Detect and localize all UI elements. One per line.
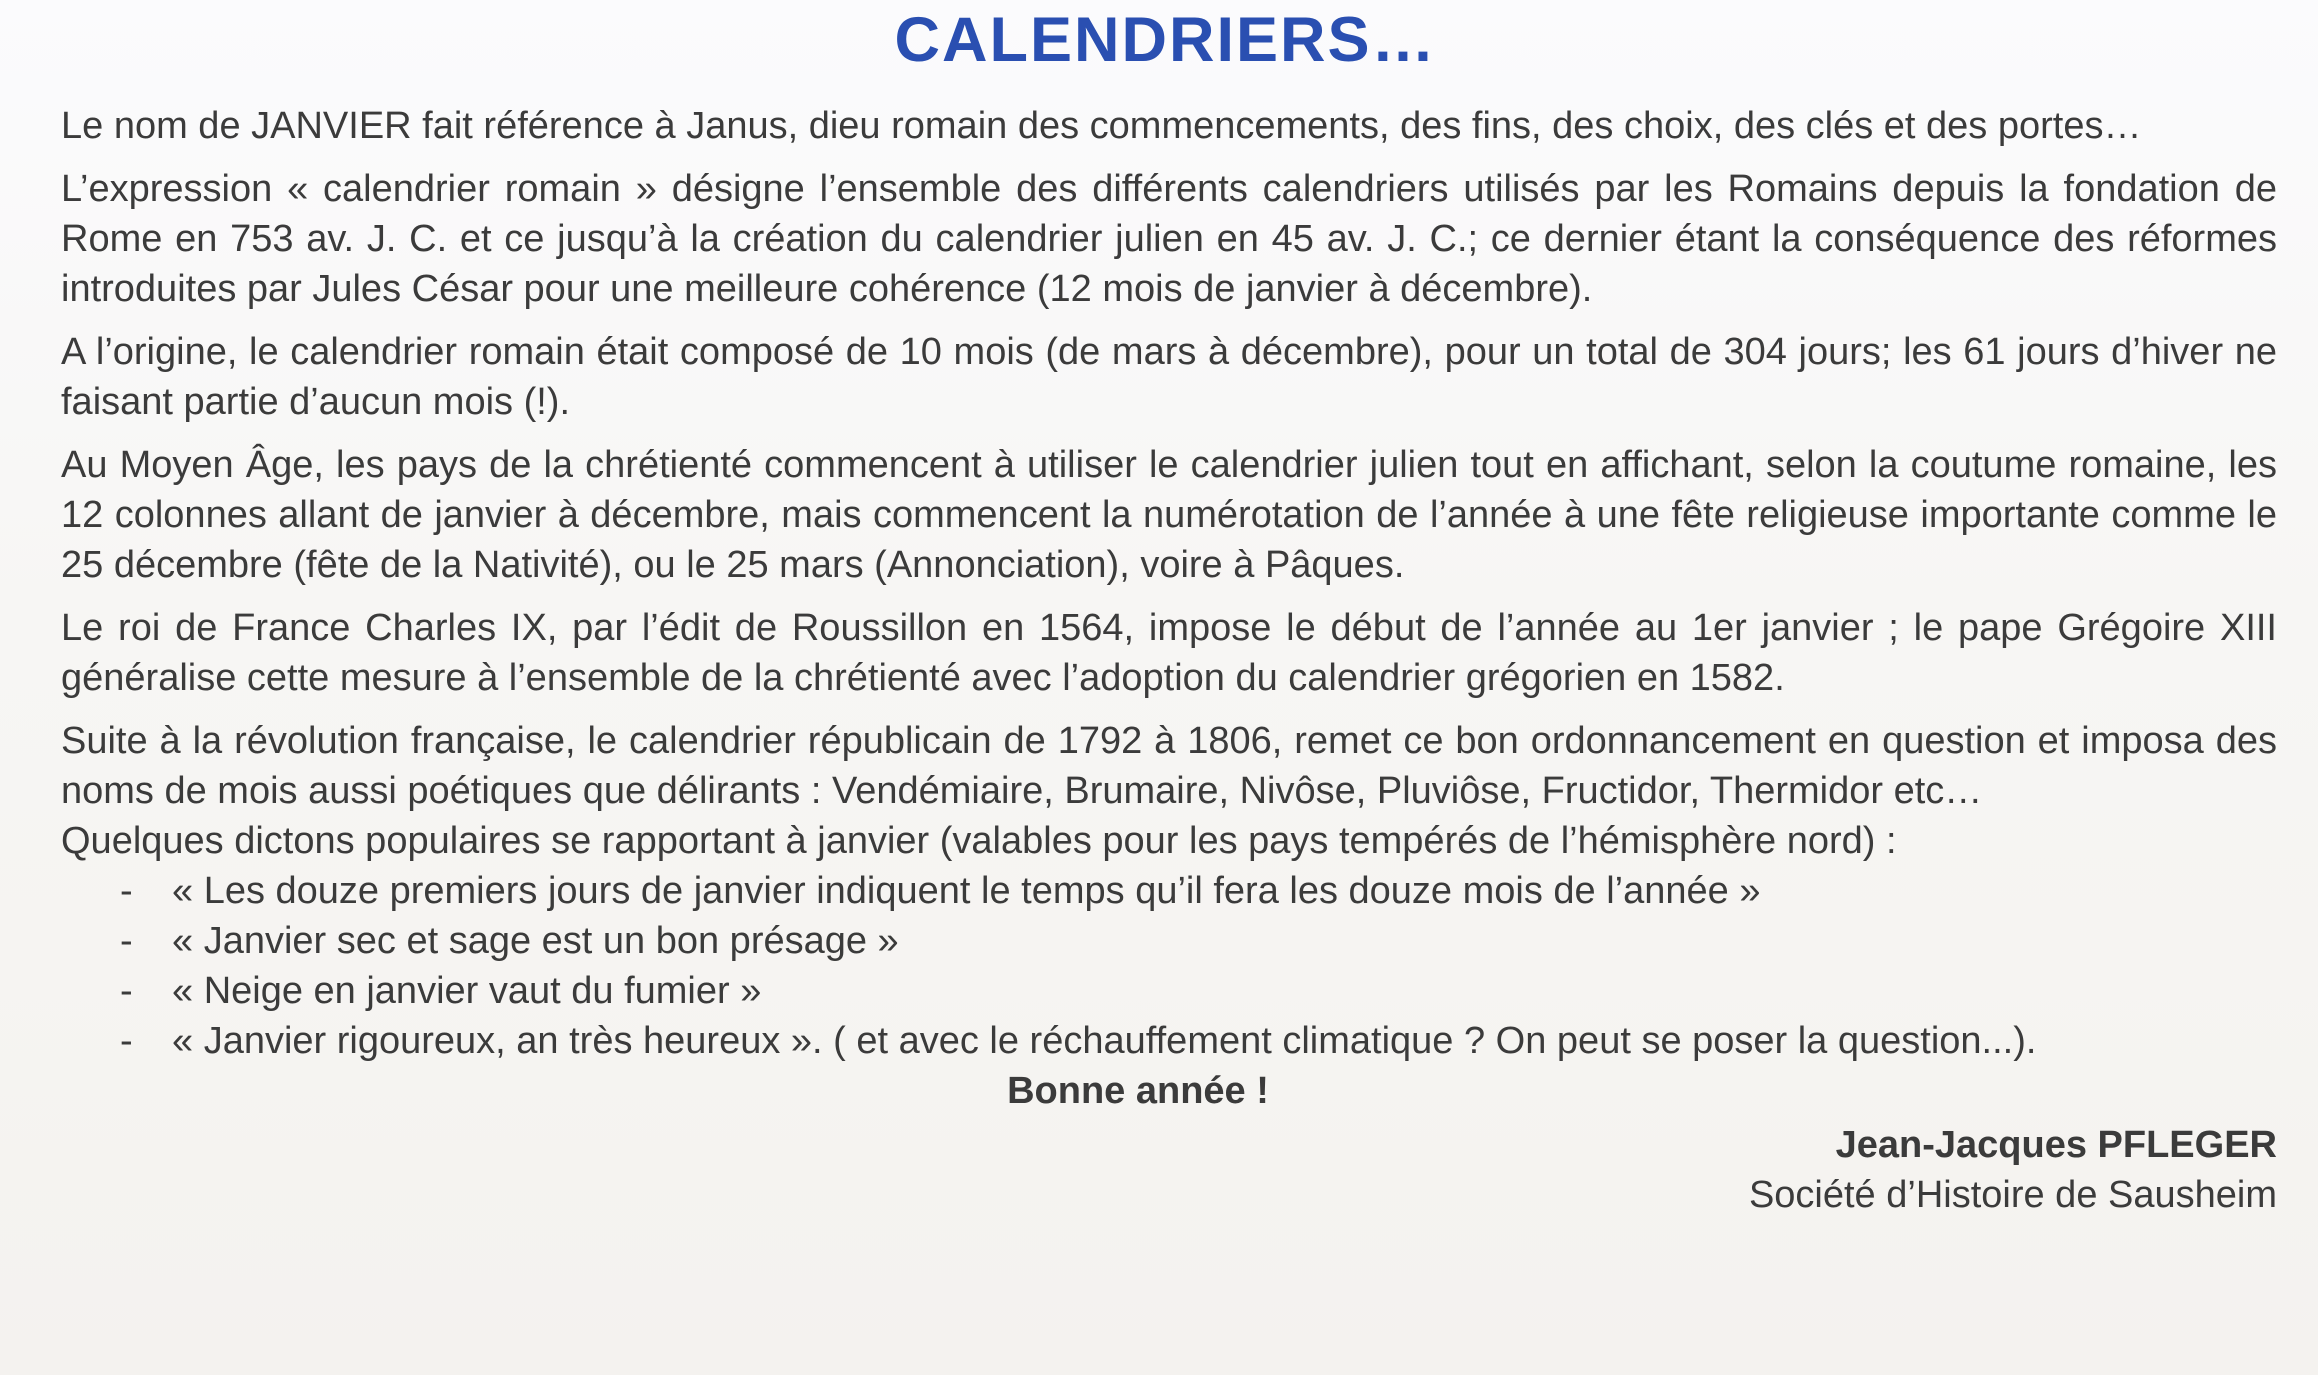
list-item: [61, 916, 2277, 966]
signature: [61, 1120, 2277, 1220]
author-organization: Société d’Histoire de Sausheim: [1748, 1174, 2277, 1216]
paragraph-charles-ix: Le roi de France Charles IX, par l’édit de Roussillon en 1564, impose le début de l’année au 1er janvier ; le pape Grégoire XIII généralise cette mesure à l’ensemble de la chrétienté avec l’adoption du calendrier grégorien en 1582.: [61, 607, 2277, 699]
bullet-dash: -: [120, 920, 133, 962]
list-item: [61, 966, 2277, 1016]
dicton-text: « Janvier rigoureux, an très heureux ». ( et avec le réchauffement climatique ? On peut se poser la question...).: [172, 1020, 2037, 1062]
list-item: [61, 866, 2277, 916]
dicton-text: « Neige en janvier vaut du fumier »: [172, 970, 762, 1012]
paragraph-origine: A l’origine, le calendrier romain était composé de 10 mois (de mars à décembre), pour un total de 304 jours; les 61 jours d’hiver ne faisant partie d’aucun mois (!).: [61, 331, 2277, 423]
bullet-dash: -: [120, 970, 133, 1012]
paragraph-revolution: Suite à la révolution française, le calendrier républicain de 1792 à 1806, remet ce bon ordonnancement en question et imposa des noms de mois aussi poétiques que délirants : Vendémiaire, Brumaire, Nivôse, Pluviôse, Fructidor, Thermidor etc…: [61, 720, 2277, 812]
list-item: [61, 1016, 2277, 1066]
bullet-dash: -: [120, 870, 133, 912]
dicton-text: « Janvier sec et sage est un bon présage »: [172, 920, 899, 962]
dictons-list: [61, 866, 2277, 1066]
dicton-text: « Les douze premiers jours de janvier indiquent le temps qu’il fera les douze mois de l’année »: [172, 870, 1761, 912]
dictons-intro: Quelques dictons populaires se rapportant à janvier (valables pour les pays tempérés de l’hémisphère nord) :: [61, 820, 1897, 862]
paragraph-calendrier-romain: L’expression « calendrier romain » désigne l’ensemble des différents calendriers utilisés par les Romains depuis la fondation de Rome en 753 av. J. C. et ce jusqu’à la création du calendrier julien en 45 av. J. C.; ce dernier étant la conséquence des réformes introduites par Jules César pour une meilleure cohérence (12 mois de janvier à décembre).: [61, 168, 2277, 310]
greeting: Bonne année !: [1007, 1070, 1269, 1112]
paragraph-moyen-age: Au Moyen Âge, les pays de la chrétienté commencent à utiliser le calendrier julien tout en affichant, selon la coutume romaine, les 12 colonnes allant de janvier à décembre, mais commencent la numérotation de l’année à une fête religieuse importante comme le 25 décembre (fête de la Nativité), ou le 25 mars (Annonciation), voire à Pâques.: [61, 444, 2277, 586]
paragraph-janus: Le nom de JANVIER fait référence à Janus, dieu romain des commencements, des fins, des choix, des clés et des portes…: [61, 105, 2142, 147]
page-title: CALENDRIERS…: [894, 5, 1437, 75]
bullet-dash: -: [120, 1020, 133, 1062]
author-name: Jean-Jacques PFLEGER: [1835, 1124, 2277, 1166]
